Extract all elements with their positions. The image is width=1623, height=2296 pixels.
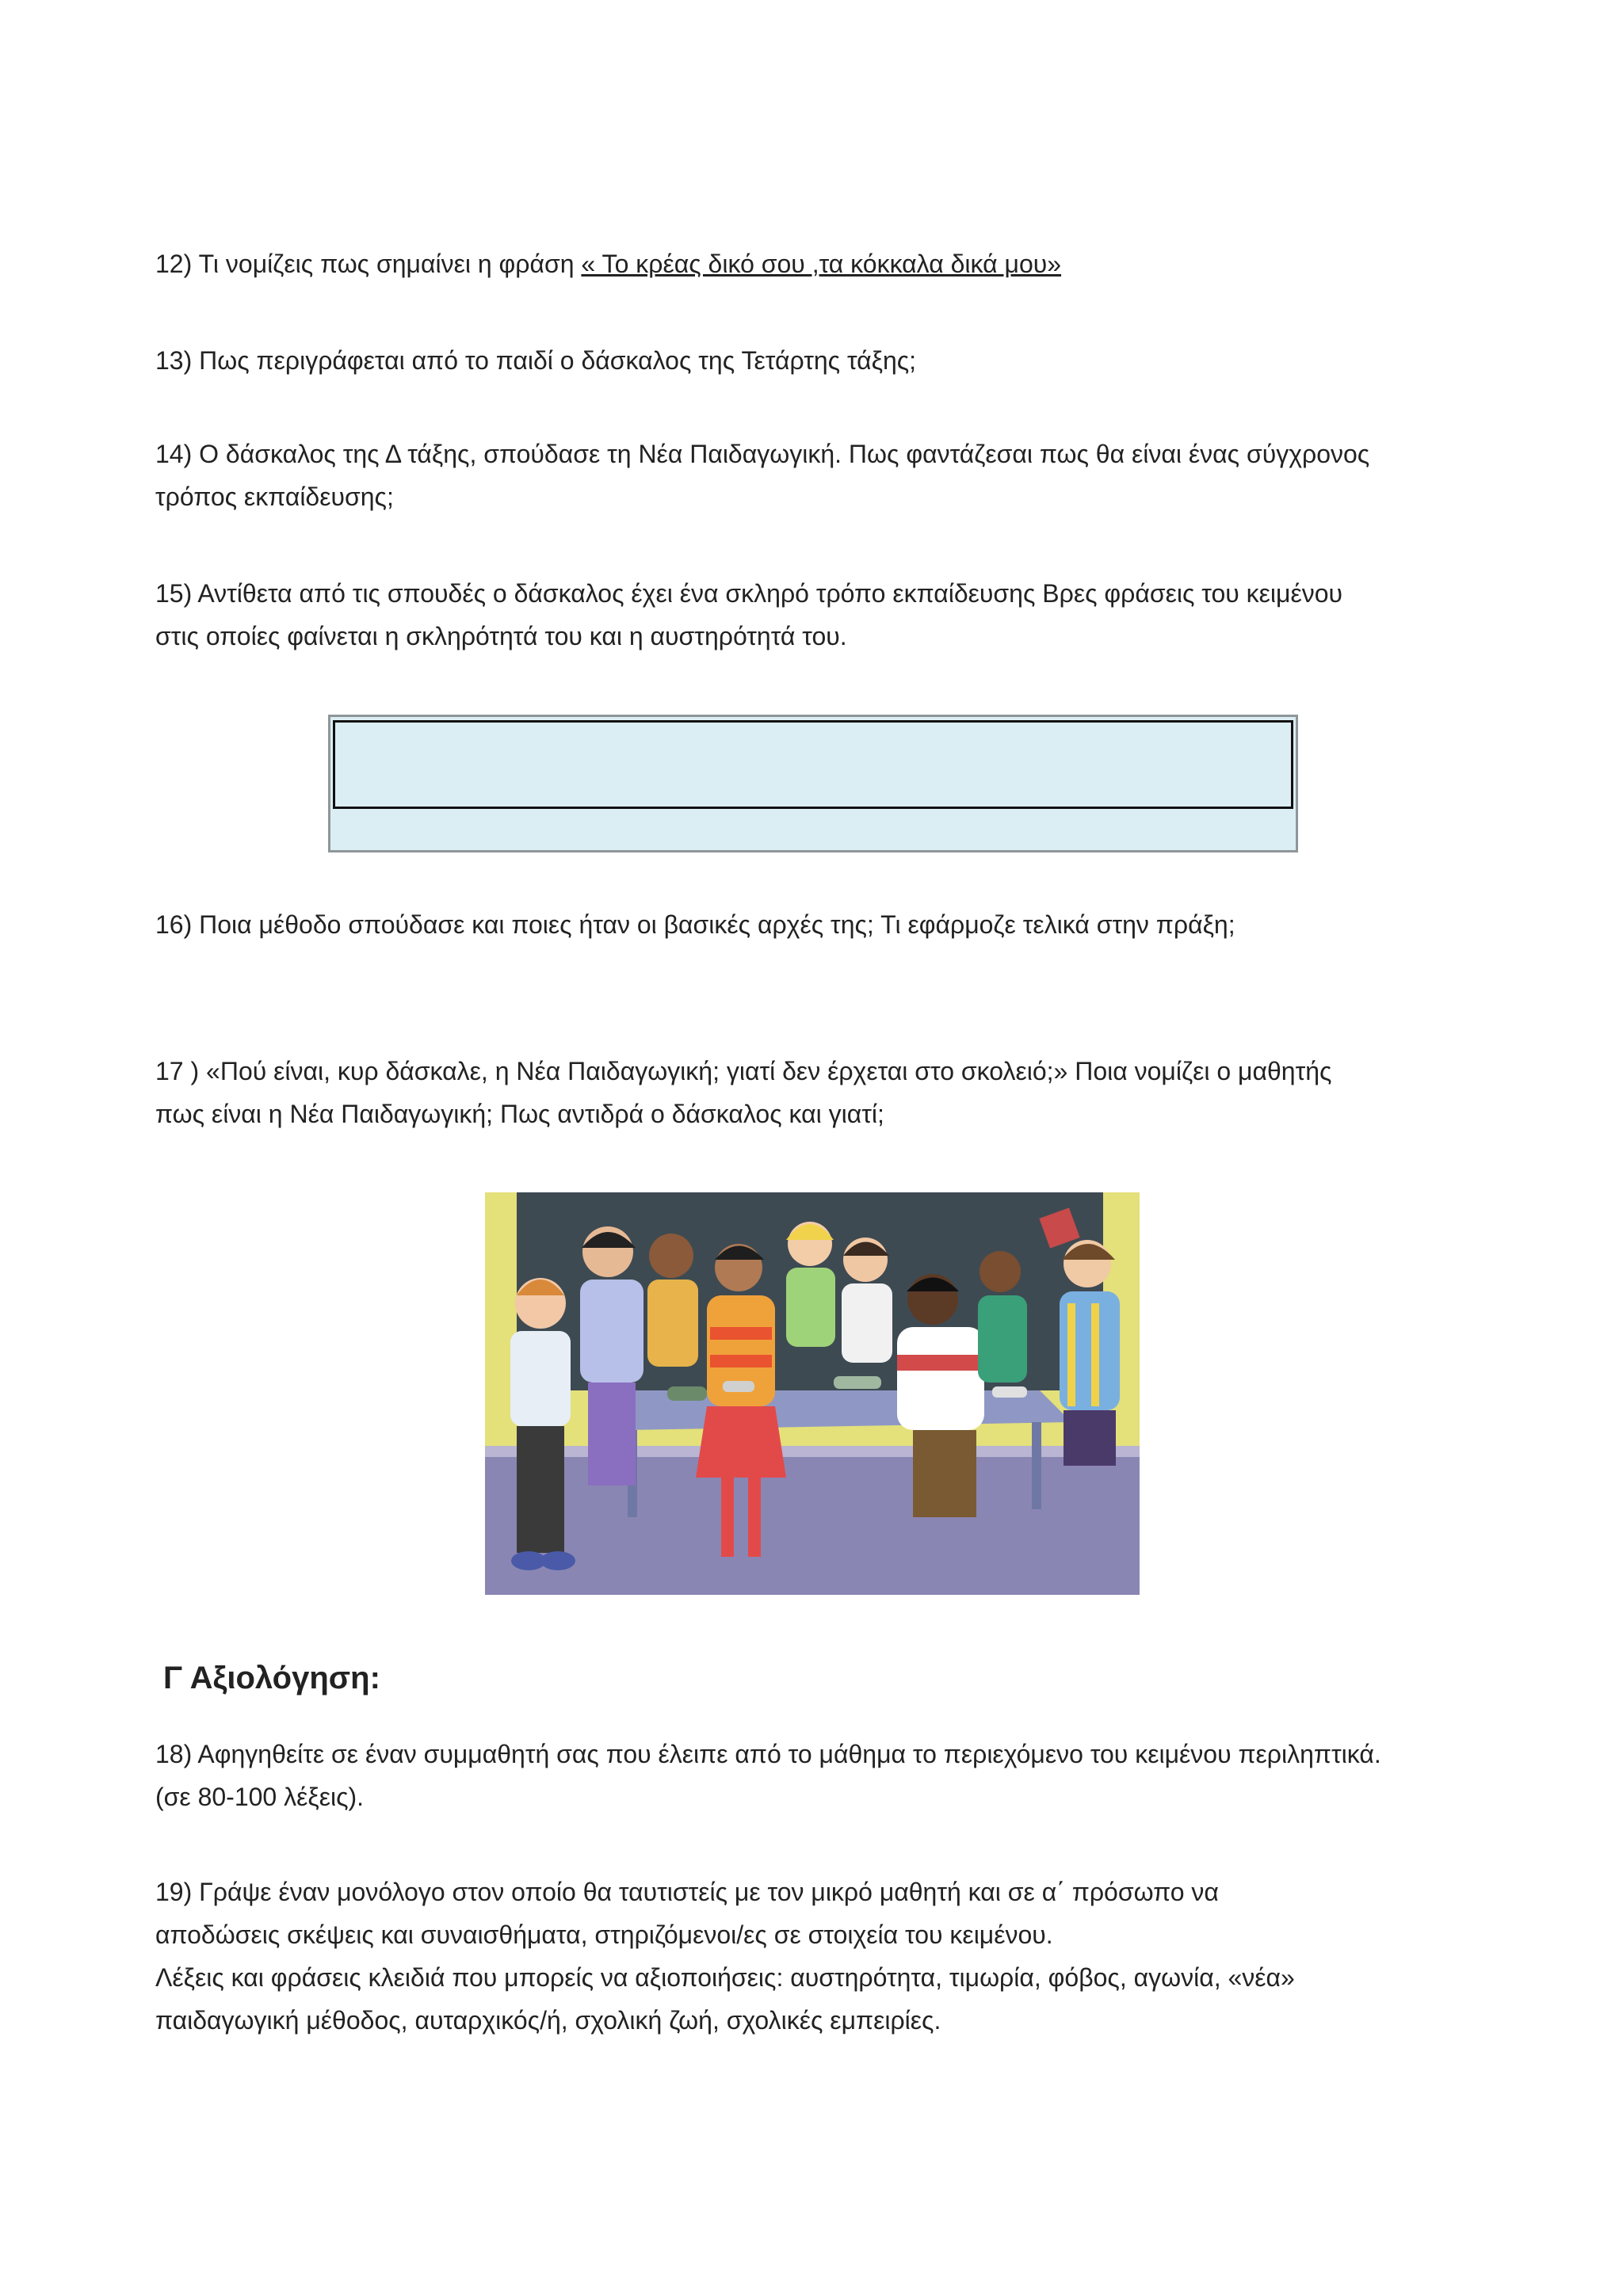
section-heading: Γ Αξιολόγηση: — [163, 1661, 380, 1695]
question-18 — [155, 1733, 1487, 1818]
answer-box-inner[interactable] — [333, 720, 1293, 809]
question-15 — [155, 572, 1487, 658]
question-18-line1: 18) Αφηγηθείτε σε έναν συμμαθητή σας που έλειπε από το μάθημα το περιεχόμενο του κειμένου περιληπτικά. — [155, 1740, 1381, 1768]
question-14 — [155, 433, 1487, 518]
question-19-line1: 19) Γράψε έναν μονόλογο στον οποίο θα ταυτιστείς με τον μικρό μαθητή και σε α΄ πρόσωπο να — [155, 1878, 1219, 1906]
question-17-line1: 17 ) «Πού είναι, κυρ δάσκαλε, η Νέα Παιδαγωγική; γιατί δεν έρχεται στο σκολειό;» Ποια νομίζει ο μαθητής — [155, 1057, 1332, 1085]
question-14-line2: τρόπος εκπαίδευσης; — [155, 482, 394, 511]
question-15-line1: 15) Αντίθετα από τις σπουδές ο δάσκαλος έχει ένα σκληρό τρόπο εκπαίδευσης Βρες φράσεις του κειμένου — [155, 579, 1343, 608]
question-16: 16) Ποια μέθοδο σπούδασε και ποιες ήταν οι βασικές αρχές της; Τι εφάρμοζε τελικά στην πράξη; — [155, 910, 1235, 939]
question-19-line2: αποδώσεις σκέψεις και συναισθήματα, στηριζόμενοι/ες σε στοιχεία του κειμένου. — [155, 1920, 1053, 1949]
question-12 — [155, 242, 1487, 285]
question-19 — [155, 1871, 1487, 2042]
question-14-line1: 14) Ο δάσκαλος της Δ τάξης, σπούδασε τη Νέα Παιδαγωγική. Πως φαντάζεσαι πως θα είναι ένας σύγχρονος — [155, 440, 1370, 468]
question-18-line2: (σε 80-100 λέξεις). — [155, 1783, 365, 1811]
question-19-line3: Λέξεις και φράσεις κλειδιά που μπορείς να αξιοποιήσεις: αυστηρότητα, τιμωρία, φόβος, αγωνία, «νέα» — [155, 1963, 1295, 1992]
question-19-line4: παιδαγωγική μέθοδος, αυταρχικός/ή, σχολική ζωή, σχολικές εμπειρίες. — [155, 2006, 941, 2035]
classroom-children-illustration — [485, 1192, 1140, 1595]
question-12-quote: « Το κρέας δικό σου ,τα κόκκαλα δικά μου» — [581, 250, 1062, 278]
question-17-line2: πως είναι η Νέα Παιδαγωγική; Πως αντιδρά ο δάσκαλος και γιατί; — [155, 1100, 884, 1128]
question-13: 13) Πως περιγράφεται από το παιδί ο δάσκαλος της Τετάρτης τάξης; — [155, 346, 917, 375]
question-17 — [155, 1050, 1487, 1135]
question-15-line2: στις οποίες φαίνεται η σκληρότητά του και η αυστηρότητά του. — [155, 622, 847, 650]
question-12-text: 12) Τι νομίζεις πως σημαίνει η φράση — [155, 250, 582, 278]
